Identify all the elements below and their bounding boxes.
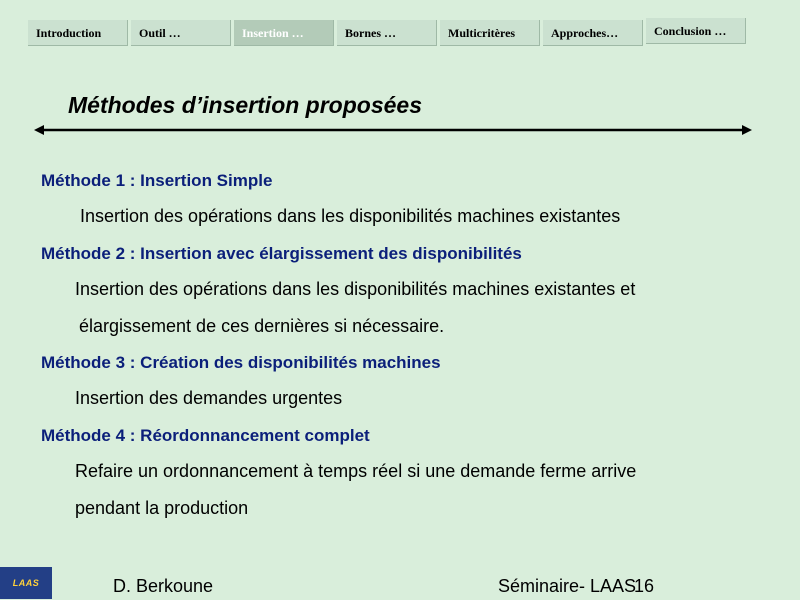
title-divider-arrow (34, 123, 752, 137)
tab-outil[interactable]: Outil … (131, 20, 231, 46)
laas-logo: LAAS (0, 567, 52, 599)
method-1-heading: Méthode 1 : Insertion Simple (41, 171, 273, 190)
tab-insertion[interactable]: Insertion … (234, 20, 334, 46)
method-1-description: Insertion des opérations dans les disponibilités machines existantes (80, 206, 621, 226)
method-3-description: Insertion des demandes urgentes (75, 388, 343, 408)
method-2-description-line-2: élargissement de ces dernières si nécessaire. (79, 316, 445, 336)
tab-bornes[interactable]: Bornes … (337, 20, 437, 46)
tab-approches[interactable]: Approches… (543, 20, 643, 46)
method-4-description-line-2: pendant la production (75, 498, 249, 518)
page-number: 16 (634, 576, 655, 596)
footer-event: Séminaire- LAAS (498, 576, 637, 596)
method-4-heading: Méthode 4 : Réordonnancement complet (41, 426, 370, 445)
tab-multicriteres[interactable]: Multicritères (440, 20, 540, 46)
method-2-heading: Méthode 2 : Insertion avec élargissement des disponibilités (41, 244, 522, 263)
method-4-description-line-1: Refaire un ordonnancement à temps réel si une demande ferme arrive (75, 461, 637, 481)
tab-introduction[interactable]: Introduction (28, 20, 128, 46)
slide-title: Méthodes d’insertion proposées (68, 92, 422, 118)
method-2-description-line-1: Insertion des opérations dans les disponibilités machines existantes et (75, 279, 636, 299)
footer-author: D. Berkoune (113, 576, 214, 596)
method-3-heading: Méthode 3 : Création des disponibilités machines (41, 353, 441, 372)
tab-conclusion[interactable]: Conclusion … (646, 18, 746, 44)
